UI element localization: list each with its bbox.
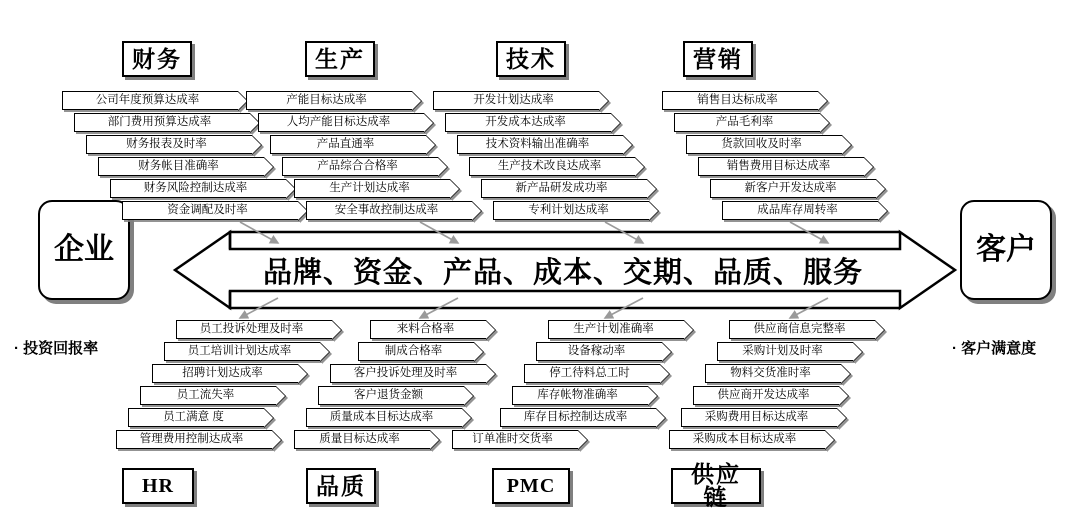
chevron-right-icon xyxy=(878,201,888,221)
kpi-item[interactable] xyxy=(306,408,462,427)
kpi-item[interactable] xyxy=(152,364,298,383)
kpi-item[interactable] xyxy=(294,430,430,449)
kpi-label: 供应商信息完整率 xyxy=(753,322,846,335)
kpi-item[interactable] xyxy=(481,179,647,198)
chevron-right-icon xyxy=(264,408,274,428)
kpi-item[interactable] xyxy=(524,364,660,383)
kpi-label: 来料合格率 xyxy=(396,322,455,335)
kpi-item[interactable] xyxy=(698,157,864,176)
kpi-label: 货款回收及时率 xyxy=(721,137,802,150)
chevron-right-icon xyxy=(332,320,342,340)
kpi-item[interactable] xyxy=(86,135,252,154)
right-note: · 客户满意度 xyxy=(952,340,1037,357)
kpi-label: 产品毛利率 xyxy=(715,115,774,128)
kpi-label: 新客户开发达成率 xyxy=(744,181,837,194)
kpi-label: 财务风险控制达成率 xyxy=(143,181,248,194)
chevron-right-icon xyxy=(649,201,659,221)
kpi-item[interactable] xyxy=(370,320,486,339)
right-entity-label: 客户 xyxy=(976,233,1036,267)
category-label: 财务 xyxy=(132,45,182,72)
kpi-item[interactable] xyxy=(258,113,424,132)
kpi-label: 客户退货金额 xyxy=(354,388,423,401)
chevron-right-icon xyxy=(438,157,448,177)
chevron-right-icon xyxy=(648,386,658,406)
kpi-label: 专利计划达成率 xyxy=(528,203,609,216)
chevron-right-icon xyxy=(875,320,885,340)
kpi-item[interactable] xyxy=(493,201,649,220)
kpi-label: 员工培训计划达成率 xyxy=(187,344,292,357)
kpi-label: 资金调配及时率 xyxy=(167,203,248,216)
kpi-label: 生产技术改良达成率 xyxy=(497,159,602,172)
category-box-supply-chain[interactable] xyxy=(671,461,761,510)
kpi-item[interactable] xyxy=(469,157,635,176)
chevron-right-icon xyxy=(424,113,434,133)
left-entity-box xyxy=(38,200,130,300)
kpi-item[interactable] xyxy=(164,342,320,361)
kpi-label: 员工满意 度 xyxy=(163,410,224,423)
kpi-item[interactable] xyxy=(433,91,599,110)
kpi-item[interactable] xyxy=(717,342,853,361)
category-box-hr[interactable] xyxy=(122,468,194,504)
kpi-item[interactable] xyxy=(306,201,472,220)
kpi-label: 产能目标达成率 xyxy=(286,93,367,106)
chevron-right-icon xyxy=(412,91,422,111)
chevron-right-icon xyxy=(876,179,886,199)
kpi-label: 客户投诉处理及时率 xyxy=(353,366,458,379)
kpi-label: 人均产能目标达成率 xyxy=(286,115,391,128)
chevron-right-icon xyxy=(474,342,484,362)
chevron-right-icon xyxy=(320,342,330,362)
kpi-item[interactable] xyxy=(294,179,450,198)
kpi-item[interactable] xyxy=(282,157,438,176)
chevron-right-icon xyxy=(472,201,482,221)
kpi-item[interactable] xyxy=(110,179,286,198)
chevron-right-icon xyxy=(252,135,262,155)
kpi-label: 库存目标控制达成率 xyxy=(523,410,628,423)
kpi-item[interactable] xyxy=(457,135,623,154)
kpi-item[interactable] xyxy=(270,135,426,154)
kpi-label: 采购费用目标达成率 xyxy=(704,410,809,423)
kpi-item[interactable] xyxy=(536,342,662,361)
kpi-item[interactable] xyxy=(116,430,272,449)
chevron-right-icon xyxy=(578,430,588,450)
kpi-item[interactable] xyxy=(452,430,578,449)
chevron-right-icon xyxy=(464,386,474,406)
chevron-right-icon xyxy=(839,386,849,406)
kpi-label: 公司年度预算达成率 xyxy=(95,93,200,106)
chevron-right-icon xyxy=(820,113,830,133)
kpi-item[interactable] xyxy=(662,91,818,110)
kpi-label: 质量成本目标达成率 xyxy=(329,410,434,423)
chevron-right-icon xyxy=(853,342,863,362)
category-box-technology[interactable] xyxy=(496,41,566,77)
kpi-item[interactable] xyxy=(176,320,332,339)
category-label: 生产 xyxy=(315,45,365,72)
chevron-right-icon xyxy=(264,157,274,177)
category-label: 品质 xyxy=(316,472,366,499)
kpi-label: 开发计划达成率 xyxy=(473,93,554,106)
chevron-right-icon xyxy=(272,430,282,450)
chevron-right-icon xyxy=(298,364,308,384)
chevron-right-icon xyxy=(486,364,496,384)
chevron-right-icon xyxy=(647,179,657,199)
chevron-right-icon xyxy=(426,135,436,155)
kpi-item[interactable] xyxy=(729,320,875,339)
chevron-right-icon xyxy=(841,364,851,384)
kpi-item[interactable] xyxy=(512,386,648,405)
kpi-item[interactable] xyxy=(62,91,238,110)
kpi-item[interactable] xyxy=(500,408,656,427)
kpi-label: 采购成本目标达成率 xyxy=(692,432,797,445)
kpi-label: 物料交货准时率 xyxy=(730,366,811,379)
chevron-right-icon xyxy=(842,135,852,155)
category-box-quality[interactable] xyxy=(306,468,376,504)
kpi-item[interactable] xyxy=(674,113,820,132)
kpi-item[interactable] xyxy=(445,113,611,132)
category-label: 营销 xyxy=(693,45,743,72)
kpi-label: 停工待料总工时 xyxy=(549,366,630,379)
chevron-right-icon xyxy=(450,179,460,199)
kpi-item[interactable] xyxy=(330,364,486,383)
kpi-item[interactable] xyxy=(246,91,412,110)
category-box-pmc[interactable] xyxy=(492,468,570,504)
kpi-item[interactable] xyxy=(358,342,474,361)
chevron-right-icon xyxy=(276,386,286,406)
kpi-label: 技术资料输出准确率 xyxy=(485,137,590,150)
kpi-item[interactable] xyxy=(128,408,264,427)
kpi-label: 生产计划准确率 xyxy=(573,322,654,335)
kpi-item[interactable] xyxy=(710,179,876,198)
category-label: 供应链 xyxy=(691,461,741,510)
kpi-label: 开发成本达成率 xyxy=(485,115,566,128)
kpi-label: 成品库存周转率 xyxy=(757,203,838,216)
chevron-right-icon xyxy=(825,430,835,450)
kpi-label: 质量目标达成率 xyxy=(319,432,400,445)
category-box-production[interactable] xyxy=(305,41,375,77)
kpi-item[interactable] xyxy=(669,430,825,449)
chevron-right-icon xyxy=(656,408,666,428)
chevron-right-icon xyxy=(430,430,440,450)
chevron-right-icon xyxy=(660,364,670,384)
kpi-label: 新产品研发成功率 xyxy=(515,181,608,194)
category-box-finance[interactable] xyxy=(122,41,192,77)
kpi-item[interactable] xyxy=(705,364,841,383)
kpi-item[interactable] xyxy=(686,135,842,154)
kpi-label: 员工流失率 xyxy=(176,388,235,401)
category-box-marketing[interactable] xyxy=(683,41,753,77)
center-value-text: 品牌、资金、产品、成本、交期、品质、服务 xyxy=(262,257,863,289)
kpi-label: 订单准时交货率 xyxy=(472,432,553,445)
kpi-label: 库存帐物准确率 xyxy=(537,388,618,401)
chevron-right-icon xyxy=(662,342,672,362)
left-entity-label: 企业 xyxy=(54,233,114,267)
chevron-right-icon xyxy=(599,91,609,111)
kpi-label: 员工投诉处理及时率 xyxy=(199,322,304,335)
kpi-item[interactable] xyxy=(548,320,684,339)
kpi-label: 销售费用目标达成率 xyxy=(726,159,831,172)
kpi-item[interactable] xyxy=(98,157,264,176)
chevron-right-icon xyxy=(837,408,847,428)
chevron-right-icon xyxy=(818,91,828,111)
kpi-label: 产品综合合格率 xyxy=(317,159,398,172)
kpi-label: 管理费用控制达成率 xyxy=(139,432,244,445)
kpi-label: 招聘计划达成率 xyxy=(182,366,263,379)
kpi-item[interactable] xyxy=(74,113,250,132)
kpi-label: 采购计划及时率 xyxy=(742,344,823,357)
kpi-label: 财务帐目准确率 xyxy=(138,159,219,172)
chevron-right-icon xyxy=(486,320,496,340)
right-entity-box xyxy=(960,200,1052,300)
kpi-item[interactable] xyxy=(693,386,839,405)
kpi-label: 制成合格率 xyxy=(384,344,443,357)
left-note: · 投资回报率 xyxy=(14,340,99,357)
kpi-item[interactable] xyxy=(681,408,837,427)
chevron-right-icon xyxy=(611,113,621,133)
chevron-right-icon xyxy=(623,135,633,155)
chevron-right-icon xyxy=(864,157,874,177)
kpi-label: 供应商开发达成率 xyxy=(717,388,810,401)
category-label: HR xyxy=(142,475,174,497)
kpi-label: 产品直通率 xyxy=(316,137,375,150)
kpi-item[interactable] xyxy=(140,386,276,405)
kpi-item[interactable] xyxy=(318,386,464,405)
category-label: PMC xyxy=(506,475,556,497)
kpi-label: 安全事故控制达成率 xyxy=(334,203,439,216)
kpi-label: 生产计划达成率 xyxy=(329,181,410,194)
kpi-label: 设备稼动率 xyxy=(567,344,626,357)
chevron-right-icon xyxy=(635,157,645,177)
kpi-item[interactable] xyxy=(122,201,298,220)
kpi-item[interactable] xyxy=(722,201,878,220)
chevron-right-icon xyxy=(462,408,472,428)
kpi-label: 财务报表及时率 xyxy=(126,137,207,150)
kpi-label: 销售目达标成率 xyxy=(697,93,778,106)
category-label: 技术 xyxy=(506,45,556,72)
chevron-right-icon xyxy=(684,320,694,340)
kpi-label: 部门费用预算达成率 xyxy=(107,115,212,128)
